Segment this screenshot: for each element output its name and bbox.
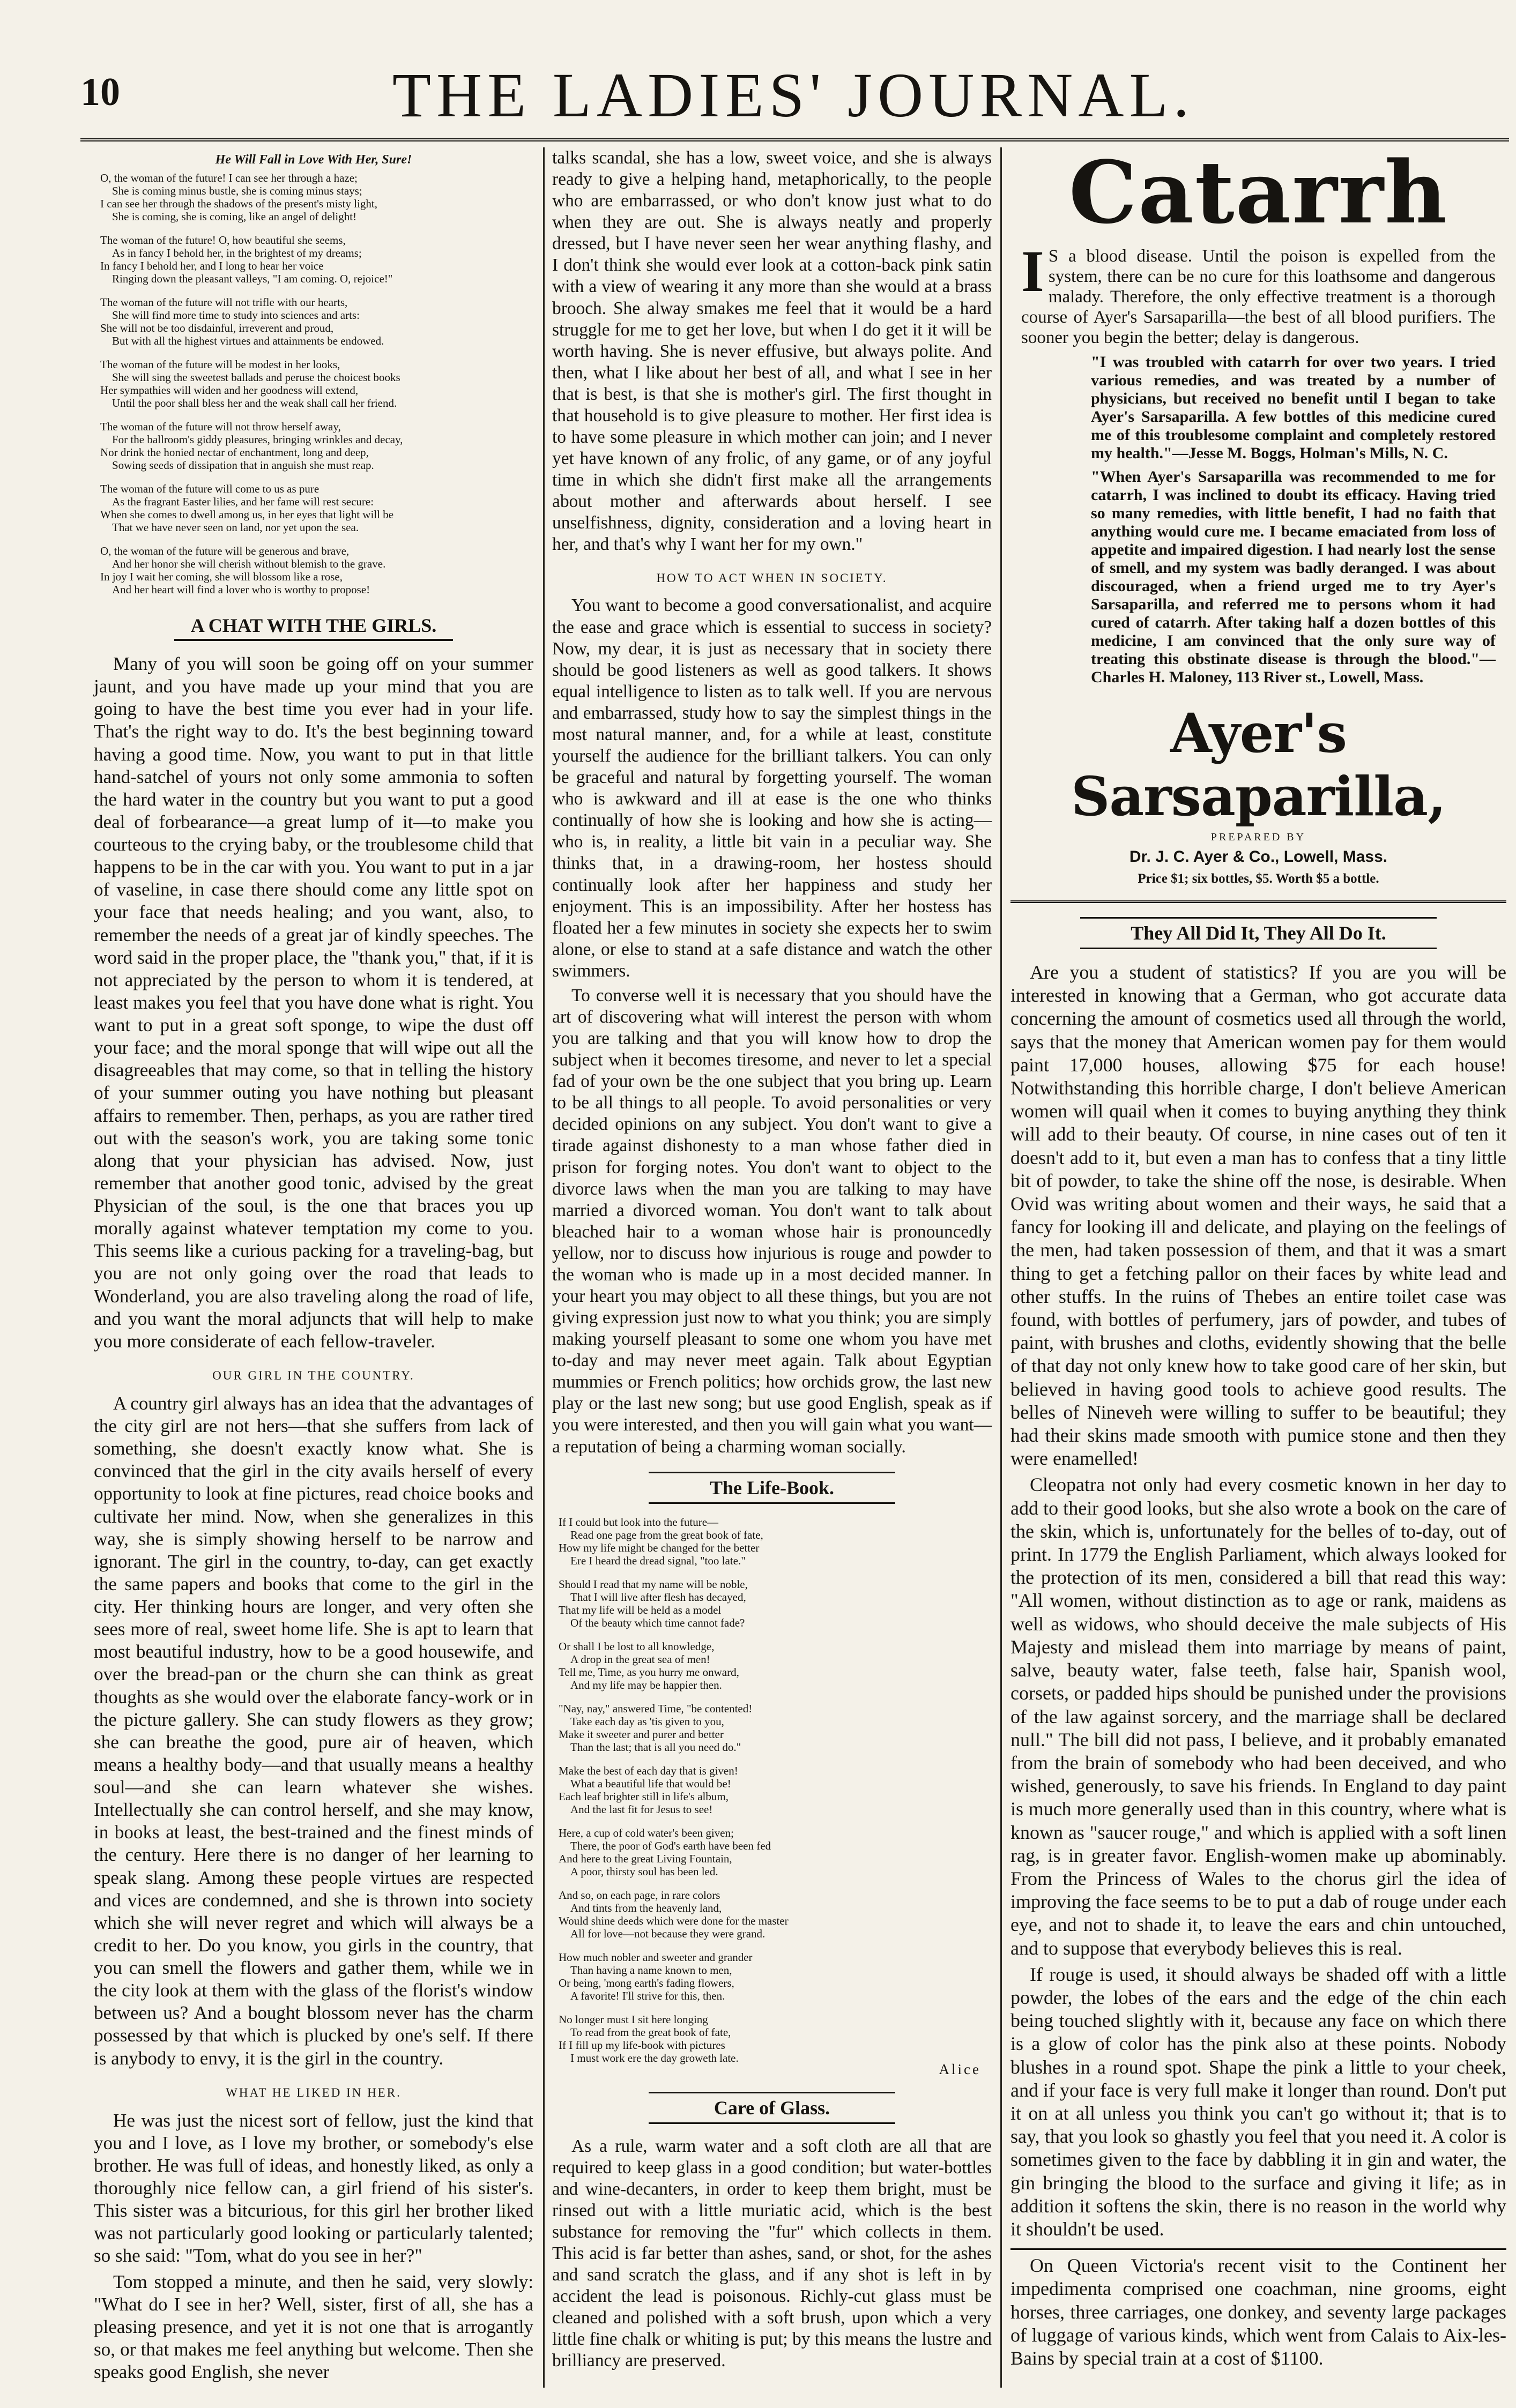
poem-line: Her sympathies will widen and her goodness will extend, <box>100 384 359 397</box>
ad-price: Price $1; six bottles, $5. Worth $5 a bottle. <box>1138 871 1379 886</box>
article-continuation <box>552 147 992 555</box>
article-title: Care of Glass. <box>649 2092 895 2124</box>
article-title: A CHAT WITH THE GIRLS. <box>174 614 453 641</box>
poem-line: I must work ere the day groweth late. <box>570 2051 739 2064</box>
column-3 <box>1010 142 1506 2373</box>
column-rule <box>1000 147 1002 2388</box>
stanza <box>559 1764 985 1816</box>
stanza <box>559 1578 985 1629</box>
stanza <box>100 420 527 472</box>
stanza <box>559 1702 985 1754</box>
poem-line: As the fragrant Easter lilies, and her fame will rest secure: <box>112 495 374 508</box>
poem-line: And so, on each page, in rare colors <box>559 1888 720 1902</box>
column-1 <box>94 147 533 2387</box>
section-heading: WHAT HE LIKED IN HER. <box>226 2085 402 2099</box>
poem-line: And the last fit for Jesus to see! <box>570 1802 713 1816</box>
article-body <box>1010 961 1506 2241</box>
stanza <box>559 1640 985 1691</box>
poem-line: Sowing seeds of dissipation that in anguish she must reap. <box>112 459 374 472</box>
poem-line: Ere I heard the dread signal, "too late." <box>570 1554 746 1567</box>
poem-title: He Will Fall in Love With Her, Sure! <box>215 153 412 167</box>
column-rule <box>543 147 545 2388</box>
poem-line: O, the woman of the future will be generous and brave, <box>100 545 350 557</box>
poem-line: Than the last; that is all you need do." <box>570 1740 741 1754</box>
poem-line: The woman of the future will be modest in her looks, <box>100 358 340 371</box>
paragraph: You want to become a good conversationalist, and acquire the ease and grace which is essential to success in society? Now, my dear, it is just as necessary that in society there should be good listeners as well as good talkers. It shows equal intelligence to listen as to talk well. If you are nervous and embarrassed, study how to say the simplest things in the most natural manner, and, for a while at least, constitute yourself the audience for the brilliant talkers. You can only be graceful and natural by forgetting yourself. The woman who is awkward and ill at ease is the one who thinks continually of how she is looking and how she is acting—who is, in reality, a little bit vain in a peculiar way. She thinks that, in a drawing-room, her hostess should continually look after her happiness and study her enjoyment. This is an impossibility. After her hostess has floated her a few minutes in society she expects her to swim alone, or else to stand at a safe distance and watch the other swimmers. <box>552 595 992 981</box>
section-heading: HOW TO ACT WHEN IN SOCIETY. <box>656 571 888 585</box>
ad-intro-text: S a blood disease. Until the poison is expelled from the system, there can be no cure for this loathsome and dangerous malady. Therefore, the only effective treatment is a thorough course of Ayer's Sarsaparilla—the best of all blood purifiers. The sooner you begin the better; delay is dangerous. <box>1021 247 1496 347</box>
poem-line: Or being, 'mong earth's fading flowers, <box>559 1976 734 1989</box>
masthead-rule <box>80 138 1509 141</box>
poem-line: Tell me, Time, as you hurry me onward, <box>559 1665 739 1679</box>
poem-line: That my life will be held as a model <box>559 1603 722 1616</box>
masthead <box>80 54 1506 134</box>
poem-line: What a beautiful life that would be! <box>570 1777 731 1790</box>
stanza <box>100 234 527 285</box>
stanza <box>100 296 527 347</box>
stanza <box>559 1516 985 1567</box>
poem-line: How my life might be changed for the better <box>559 1541 760 1554</box>
poem-line: Make it sweeter and purer and better <box>559 1727 724 1741</box>
poem-line: And her heart will find a lover who is worthy to propose! <box>112 583 370 596</box>
stanza <box>559 2013 985 2064</box>
advertisement <box>1010 142 1506 903</box>
poem-line: A drop in the great sea of men! <box>570 1652 710 1666</box>
poem-line: All for love—not because they were grand. <box>570 1927 766 1940</box>
stanza <box>100 482 527 534</box>
poem-line: A favorite! I'll strive for this, then. <box>570 1989 725 2002</box>
poem-line: O, the woman of the future! I can see her through a haze; <box>100 172 358 184</box>
poem-line: She will find more time to study into sciences and arts: <box>112 309 360 322</box>
poem-line: That I will live after flesh has decayed, <box>570 1590 746 1604</box>
poem-line: Each leaf brighter still in life's album, <box>559 1790 729 1803</box>
poem-line: Of the beauty which time cannot fade? <box>570 1616 745 1629</box>
poem-line: The woman of the future will come to us as pure <box>100 482 319 495</box>
poem-line: And tints from the heavenly land, <box>570 1901 722 1914</box>
poem-line: The woman of the future will not trifle with our hearts, <box>100 296 348 309</box>
stanza <box>559 1951 985 2002</box>
stanza <box>100 358 527 409</box>
news-note <box>1010 2248 1506 2370</box>
paragraph: Cleopatra not only had every cosmetic known in her day to add to their good looks, but she also wrote a book on the care of the skin, which is, unfortunately for the belles of to-day, out of print. In 1779 the English Parliament, which always looked for the protection of its men, considered a bill that read this way: "All women, without distinction as to age or rank, maidens as well as widows, who should deceive the male subjects of His Majesty and mislead them into marriage by means of paint, salve, beauty water, false teeth, false hair, Spanish wool, corsets, or padded hips should be punished under the provisions of the law against sorcery, and the marriage shall be declared null." The bill did not pass, I believe, and it probably emanated from the brain of somebody who had been deceived, and who wished, generously, to save his friends. In England to day paint is much more generally used than in this country, where what is known as "saucer rouge," and which is applied with a soft linen rag, is in greater favor. English-women make up abominably. From the Princess of Wales to the chorus girl the idea of improving the face seems to be to put a dab of rouge under each eye, and not to shade it, to leave the ears and chin untouched, and to suppose that everybody believes this is real. <box>1010 1474 1506 1959</box>
page-number: 10 <box>80 70 120 114</box>
newspaper-title: THE LADIES' JOURNAL. <box>392 60 1195 130</box>
ad-company: Dr. J. C. Ayer & Co., Lowell, Mass. <box>1129 848 1388 866</box>
poem-line: How much nobler and sweeter and grander <box>559 1950 753 1964</box>
poem-line: In fancy I behold her, and I long to hear her voice <box>100 259 324 272</box>
poem-line: If I could but look into the future— <box>559 1515 719 1529</box>
poem-line: As in fancy I behold her, in the brightest of my dreams; <box>112 247 362 259</box>
paragraph: If rouge is used, it should always be shaded off with a little powder, the lobes of the ears and the edge of the chin each being touched slightly with it, because any face on which there is a glow of color has the pink also at these points. Nobody blushes in a round spot. Shape the pink a little to your cheek, and if your face is very full make it longer than round. Don't put it on at all unless you think you can't go without it; that is to say, that you look so ghastly you feel that you need it. A color is sometimes given to the face by dabbling it in gin and water, the gin bringing the blood to the surface and giving it life; as in addition it softens the skin, there is no reason in the world why it shouldn't be used. <box>1010 1963 1506 2240</box>
article-body <box>552 595 992 1457</box>
poem-title: The Life-Book. <box>649 1472 895 1504</box>
poem-line: In joy I wait her coming, she will blossom like a rose, <box>100 570 343 583</box>
ad-intro <box>1021 238 1496 348</box>
section-heading: OUR GIRL IN THE COUNTRY. <box>212 1368 415 1382</box>
stanza <box>100 545 527 596</box>
paragraph: talks scandal, she has a low, sweet voice, and she is always ready to give a helping hand, metaphorically, to the people who are embarrassed, or who don't know just what to do when they are out. She is always neatly and properly dressed, but I have never seen her wear anything flashy, and I don't think she would ever look at a cotton-back pink satin with a view of wearing it any more than she would at a brass brooch. She alway smakes me feel that it would be a hard struggle for me to get her love, but when I do get it it will be worth having. She is never effusive, but always polite. And then, what I like about her best of all, and what I see in her that is best, is that she is mother's girl. The first thought in that household is to give pleasure to mother. Her first idea is to have some pleasure in which mother can join; and I never yet have known of any frolic, of any game, or of any joyful time in which she didn't first make all the arrangements about mother and afterwards about herself. I see unselfishness, dignity, consideration and a loving heart in her, and that's why I want her for my own." <box>552 148 992 555</box>
poem-line: A poor, thirsty soul has been led. <box>570 1865 718 1878</box>
paragraph: As a rule, warm water and a soft cloth are all that are required to keep glass in a good condition; but water-bottles and wine-decanters, in order to keep them bright, must be rinsed out with a little muriatic acid, which is the best substance for removing the "fur" which collects in them. This acid is far better than ashes, sand, or shot, for the ashes and sand scratch the glass, and if any shot is left in by accident the lead is poisonous. Richly-cut glass must be cleaned and polished with a soft brush, upon which a very little fine chalk or whiting is put; by this means the lustre and brilliancy are preserved. <box>552 2136 992 2371</box>
poem-line: Make the best of each day that is given! <box>559 1764 738 1777</box>
news-note-text: On Queen Victoria's recent visit to the Continent her impedimenta comprised one coachman, nine grooms, eight horses, three carriages, one donkey, and seventy large packages of luggage of various kinds, which went from Calais to Aix-les-Bains by special train at a cost of $1100. <box>1010 2255 1506 2369</box>
paragraph: Are you a student of statistics? If you are you will be interested in knowing that a German, who got accurate data concerning the amount of cosmetics used all through the world, says that the money that American women pay for them would paint 17,000 houses, allowing $75 for each house! Notwithstanding this horrible charge, I don't believe American women will quail when it comes to buying anything they think will add to their beauty. Of course, in nine cases out of ten it doesn't add to it, but even a man has to confess that a tiny little bit of powder, to take the shine off the nose, is desirable. When Ovid was writing about women and their ways, he said that a fancy for looking ill and delicate, and playing on the feelings of the men, had taken possession of them, and that it was a smart thing to get a fetching pallor on their faces by white lead and other stuffs. In the ruins of Thebes an entire toilet case was found, with bottles of perfumery, jars of powder, and tubes of paint, with brushes and cloths, evidently showing that the belle of that day not only knew how to take good care of her skin, but believed in having good tools to achieve good results. The belles of Nineveh were willing to suffer to be beautiful; they had their skins made smooth with pumice stone and then they were enamelled! <box>1010 961 1506 1470</box>
poem-line: "Nay, nay," answered Time, "be contented! <box>559 1702 753 1715</box>
paragraph: A country girl always has an idea that the advantages of the city girl are not hers—that she suffers from lack of something, she doesn't exactly know what. She is convinced that the girl in the city avails herself of every opportunity to look at fine pictures, read choice books and cultivate her mind. Now, when she generalizes in this way, she is simply showing herself to be narrow and ignorant. The girl in the country, to-day, can get exactly the same papers and books that come to the girl in the city. Her thinking hours are longer, and very often she sees more of real, sweet home life. She is apt to learn that most beautiful industry, how to be a good housewife, and over the bread-pan or the churn she can think as great thoughts as she would over the elaborate fancy-work or in the picture gallery. She can study flowers as they grow; she can breathe the good, pure air of heaven, which means a healthy body—and that usually means a healthy soul—and she can learn whatever she wishes. Intellectually she can control herself, and she may know, in books at least, the best-trained and the finest minds of the century. Here there is no danger of her learning to speak slang. Among these people virtues are respected and vices are condemned, and she is thrown into society which she will never regret and which will always be a credit to her. Do you know, you girls in the country, that you can smell the flowers and gather them, while we in the city look at them with the glass of the florist's window between us? And a bought blossom never has the charm possessed by that which is plucked by one's self. If there is anybody to envy, it is the girl in the country. <box>94 1392 533 2069</box>
poem-line: She will sing the sweetest ballads and peruse the choicest books <box>112 371 400 384</box>
ad-headline: Catarrh <box>1068 142 1448 243</box>
poem-line: Should I read that my name will be noble, <box>559 1577 748 1591</box>
poem-line: Or shall I be lost to all knowledge, <box>559 1639 715 1653</box>
poem-line: Read one page from the great book of fate, <box>570 1528 763 1541</box>
poem-line: But with all the highest virtues and attainments be endowed. <box>112 334 384 347</box>
poem-line: For the ballroom's giddy pleasures, bringing wrinkles and decay, <box>112 433 403 446</box>
stanza <box>100 172 527 223</box>
paragraph: He was just the nicest sort of fellow, just the kind that you and I love, as I love my brother, or somebody's else brother. He was full of ideas, and honestly liked, as only a thoroughly nice fellow can, a girl friend of his sister's. This sister was a bitcurious, for this girl her brother liked was not particularly good looking or particularly talented; so she said: "Tom, what do you see in her?" <box>94 2109 533 2267</box>
poem-line: To read from the great book of fate, <box>570 2025 731 2039</box>
article-body <box>552 2136 992 2372</box>
poem-line: Would shine deeds which were done for the master <box>559 1914 789 1927</box>
drop-cap: I <box>1021 238 1044 304</box>
poem-line: No longer must I sit here longing <box>559 2012 708 2026</box>
paragraph: Tom stopped a minute, and then he said, very slowly: "What do I see in her? Well, sister, first of all, she has a pleasing presence, and yet it is not one that is arrogantly so, or that makes me feel anything but welcome. Then she speaks good English, she never <box>94 2271 533 2382</box>
poem-line: There, the poor of God's earth have been fed <box>570 1839 771 1852</box>
poem-line: Nor drink the honied nectar of enchantment, long and deep, <box>100 446 369 459</box>
poem-line: Ringing down the pleasant valleys, "I am coming. O, rejoice!" <box>112 272 393 285</box>
column-2 <box>552 147 992 2375</box>
poem-line: Than having a name known to men, <box>570 1963 732 1977</box>
poem-line: Until the poor shall bless her and the weak shall call her friend. <box>112 397 397 409</box>
stanza <box>559 1826 985 1878</box>
poem-body <box>94 172 533 596</box>
article-body <box>94 1392 533 2070</box>
article-body <box>94 2109 533 2384</box>
poem-line: I can see her through the shadows of the present's misty light, <box>100 197 378 210</box>
poem-line: Take each day as 'tis given to you, <box>570 1714 724 1728</box>
paragraph: Many of you will soon be going off on your summer jaunt, and you have made up your mind that you are going to have the best time you ever had in your life. That's the right way to do. It's the best beginning toward having a good time. Now, you want to put in that little hand-satchel of yours not only some ammonia to soften the hard water in the country but you want to put a good deal of forbearance—a great lump of it—to make you courteous to the crying baby, or the troublesome child that happens to be in the car with you. You want to put in a jar of vaseline, in case there should come any little spot on your face that needs healing; and you want, also, to remember the needs of a great jar of kindly speeches. The word said in the proper place, the "thank you," that, if it is not appreciated by the person to whom it is tendered, at least makes you feel that you have done what is right. You want to put in a great soft sponge, to wipe the dust off your face; and the moral sponge that will wipe out all the disagreeables that may come, so that in telling the history of your summer outing you have nothing but pleasant affairs to remember. Then, perhaps, as you are rather tired out with the season's work, you are taking some tonic along that your physician has advised. Now, just remember that another good tonic, advised by the great Physician of the soul, is the one that braces you up morally against whatever temptation my come to you. This seems like a curious packing for a traveling-bag, but you are not only going over the road that leads to Wonderland, you are also traveling along the road of life, and you want the moral adjuncts that will help to make you more considerate of each fellow-traveler. <box>94 653 533 1352</box>
ad-testimonial: "I was troubled with catarrh for over two years. I tried various remedies, and was treated by a number of physicians, but received no benefit until I began to take Ayer's Sarsaparilla. A few bottles of this medicine cured me of this troublesome complaint and completely restored my health."—Jesse M. Boggs, Holman's Mills, N. C. <box>1091 353 1496 462</box>
poem-line: Here, a cup of cold water's been given; <box>559 1826 734 1839</box>
poem-signature: Alice <box>939 2061 981 2077</box>
poem-line: When she comes to dwell among us, in her eyes that light will be <box>100 508 394 521</box>
paragraph: To converse well it is necessary that you should have the art of discovering what will interest the person with whom you are talking and that you will know how to drop the subject when it becomes tiresome, and never to let a special fad of your own be the one subject that you bring up. Learn to be all things to all people. To avoid personalities or very decided opinions on any subject. You don't want to give a tirade against dishonesty to a man whose father died in prison for forging notes. You don't want to object to the divorce laws when the man you are talking to may have married a divorced woman. You don't want to talk about bleached hair to a woman whose hair is pronouncedly yellow, nor to discuss how injurious is rouge and powder to the woman who is made up in a most decided manner. In your heart you may object to all these things, but you are not giving expression just now to what you think; you are simply making yourself pleasant to some one whom you have met to-day and may never meet again. Talk about Egyptian mummies or French politics; how orchids grow, the last new play or the last new song; but use good English, speak as if you were interested, and then you will gain what you want—a reputation of being a charming woman socially. <box>552 985 992 1457</box>
poem-line: And here to the great Living Fountain, <box>559 1852 732 1865</box>
poem-line: She will not be too disdainful, irreverent and proud, <box>100 322 334 334</box>
poem-line: The woman of the future will not throw herself away, <box>100 420 341 433</box>
article-body <box>94 653 533 1353</box>
poem-line: That we have never seen on land, nor yet upon the sea. <box>112 521 359 534</box>
poem-line: She is coming, she is coming, like an angel of delight! <box>112 210 357 223</box>
poem-body <box>552 1516 992 2064</box>
ad-testimonial: "When Ayer's Sarsaparilla was recommended to me for catarrh, I was inclined to doubt its efficacy. Having tried so many remedies, with little benefit, I had no faith that anything would cure me. I became emaciated from loss of appetite and impaired digestion. I had nearly lost the sense of smell, and my system was badly deranged. I was about discouraged, when a friend urged me to try Ayer's Sarsaparilla, and referred me to persons whom it had cured of catarrh. After taking half a dozen bottles of this medicine, I am convinced that the only sure way of treating this obstinate disease is through the blood."—Charles H. Maloney, 113 River st., Lowell, Mass. <box>1091 468 1496 686</box>
stanza <box>559 1889 985 1940</box>
article-title: They All Did It, They All Do It. <box>1080 917 1437 949</box>
poem-line: If I fill up my life-book with pictures <box>559 2038 725 2052</box>
poem-line: And my life may be happier then. <box>570 1678 722 1691</box>
poem-line: And her honor she will cherish without blemish to the grave. <box>112 557 386 570</box>
ad-brand-name: Ayer's Sarsaparilla, <box>1071 702 1446 828</box>
poem-line: The woman of the future! O, how beautiful she seems, <box>100 234 346 247</box>
ad-prepared-by: PREPARED BY <box>1210 831 1306 843</box>
poem-line: She is coming minus bustle, she is coming minus stays; <box>112 184 362 197</box>
